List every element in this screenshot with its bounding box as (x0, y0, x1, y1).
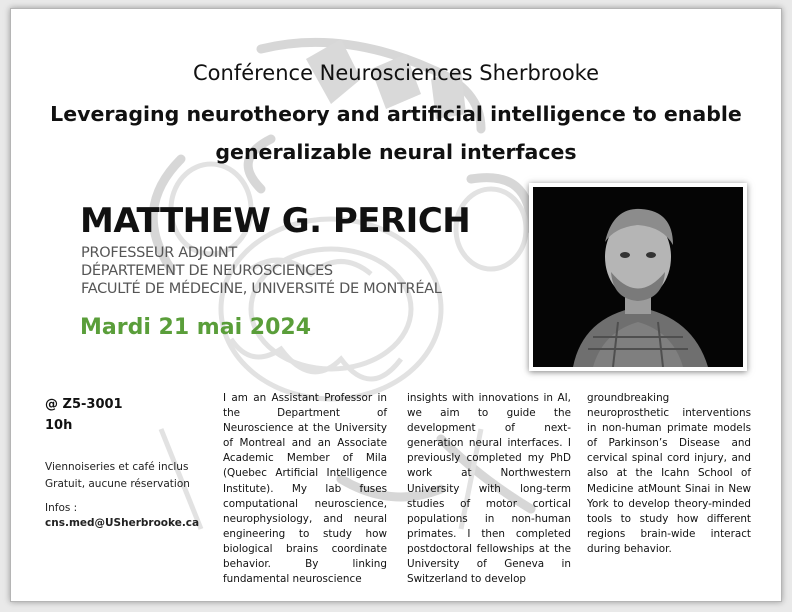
event-poster (10, 8, 782, 602)
speaker-faculty: FACULTÉ DE MÉDECINE, UNIVERSITÉ DE MONTRÉAL (81, 281, 442, 297)
conference-series: Conférence Neurosciences Sherbrooke (193, 61, 599, 85)
bio-column-3: groundbreaking neuroprosthetic interventions in non-human primate models of Parkinson’s Disease and cervical spinal cord injury, and also at the Icahn School of Medicine atMount Sinai in New York to develop theory-minded tools to study how different regions brain-wide interact during behavior. (587, 392, 751, 555)
registration-note: Gratuit, aucune réservation (45, 478, 190, 490)
talk-title-line-2: generalizable neural interfaces (215, 140, 577, 164)
bio-column-2: insights with innovations in AI, we aim to guide the development of next-generation neural interfaces. I previously completed my PhD work at Northwestern University with long-term studies of motor cortical populations in non-human primates. I then completed postdoctoral fellowships at the University of Geneva in Switzerland to develop (407, 392, 571, 586)
speaker-department: DÉPARTEMENT DE NEUROSCIENCES (81, 263, 333, 279)
info-label: Infos : (45, 502, 78, 514)
event-time: 10h (45, 418, 73, 433)
speaker-role: PROFESSEUR ADJOINT (81, 245, 237, 261)
talk-title (41, 95, 751, 171)
speaker-photo (529, 183, 747, 371)
event-date: Mardi 21 mai 2024 (80, 315, 312, 340)
talk-title-line-1: Leveraging neurotheory and artificial intelligence to enable (50, 102, 742, 126)
bio-column-1: I am an Assistant Professor in the Department of Neuroscience at the University of Montreal and an Associate Academic Member of Mila (Quebec Artificial Intelligence Institute). My lab fuses computational neuroscience, neurophysiology, and neural engineering to study how biological brains coordinate behavior. By linking fundamental neuroscience (223, 392, 387, 586)
speaker-name: MATTHEW G. PERICH (80, 201, 471, 241)
contact-email[interactable]: cns.med@USherbrooke.ca (45, 517, 200, 529)
refreshments-note: Viennoiseries et café inclus (45, 461, 189, 473)
event-room: @ Z5-3001 (45, 397, 123, 412)
